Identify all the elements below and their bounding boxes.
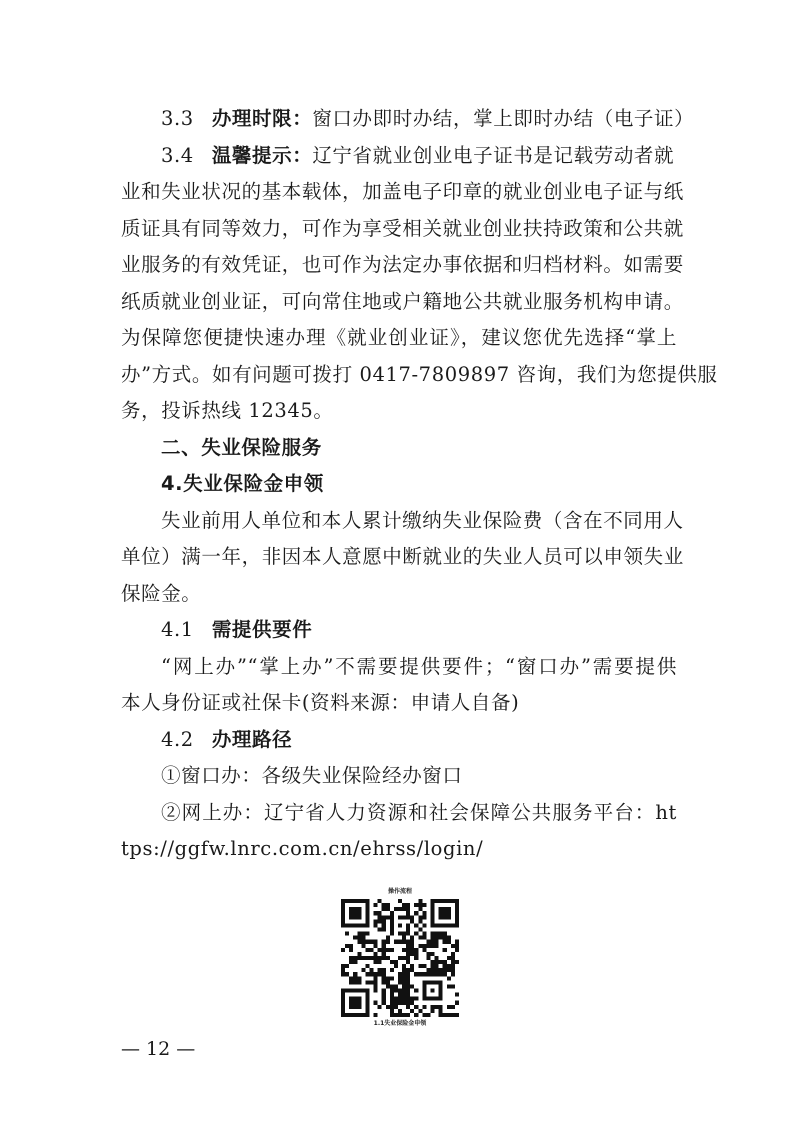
paragraph-line: 纸质就业创业证，可向常住地或户籍地公共就业服务机构申请。 — [121, 289, 684, 313]
paragraph-line: 辽宁省就业创业电子证书是记载劳动者就 — [312, 143, 675, 167]
section-title: 需提供要件 — [211, 618, 313, 641]
paragraph-line: 质证具有同等效力，可作为享受相关就业创业扶持政策和公共就 — [121, 216, 684, 240]
path-item-window: ①窗口办：各级失业保险经办窗口 — [161, 764, 463, 787]
qr-caption-bottom: 1.1失业保险金申领 — [373, 1020, 427, 1027]
paragraph-line: 单位）满一年，非因本人意愿中断就业的失业人员可以申领失业 — [121, 545, 684, 568]
paragraph-line: 业服务的有效凭证，也可作为法定办事依据和归档材料。如需要 — [121, 253, 684, 276]
paragraph-line: 保险金。 — [121, 581, 202, 605]
section-number: 3.3 — [161, 107, 194, 130]
page-number: — 12 — — [121, 1038, 196, 1060]
heading-unemployment-insurance: 二、失业保险服务 — [161, 435, 322, 459]
paragraph-line: 本人身份证或社保卡(资料来源：申请人自备) — [121, 691, 520, 714]
heading-benefit-application: 4.失业保险金申领 — [161, 472, 324, 495]
section-number: 4.1 — [161, 618, 194, 641]
paragraph-line: 失业前用人单位和本人累计缴纳失业保险费（含在不同用人 — [161, 508, 684, 532]
section-3-3 — [121, 101, 695, 138]
section-4-1 — [121, 612, 677, 649]
section-title: 办理路径 — [211, 727, 293, 751]
section-number: 3.4 — [161, 143, 194, 167]
paragraph-line: 业和失业状况的基本载体，加盖电子印章的就业创业电子证与纸 — [121, 180, 684, 203]
paragraph-line: 务，投诉热线 12345。 — [121, 399, 334, 422]
body-text — [121, 101, 718, 868]
qr-code-icon[interactable] — [341, 899, 459, 1017]
section-4-2 — [121, 722, 677, 759]
section-3-4 — [121, 138, 677, 175]
section-number: 4.2 — [161, 727, 194, 751]
paragraph-line: “网上办”“掌上办”不需要提供要件；“窗口办”需要提供 — [161, 654, 677, 678]
paragraph-line: 办”方式。如有问题可拨打 0417-7809897 咨询，我们为您提供服 — [121, 362, 718, 386]
section-label: 温馨提示： — [211, 143, 313, 167]
section-text: 窗口办即时办结，掌上即时办结（电子证） — [312, 107, 695, 130]
qr-code-block — [333, 888, 467, 1028]
section-label: 办理时限： — [211, 107, 313, 130]
paragraph-line: 为保障您便捷快速办理《就业创业证》，建议您优先选择“掌上 — [121, 326, 677, 349]
path-item-url[interactable]: tps://ggfw.lnrc.com.cn/ehrss/login/ — [121, 837, 484, 860]
path-item-online: ②网上办：辽宁省人力资源和社会保障公共服务平台：ht — [161, 800, 677, 824]
qr-caption-top: 操作流程 — [387, 888, 412, 895]
